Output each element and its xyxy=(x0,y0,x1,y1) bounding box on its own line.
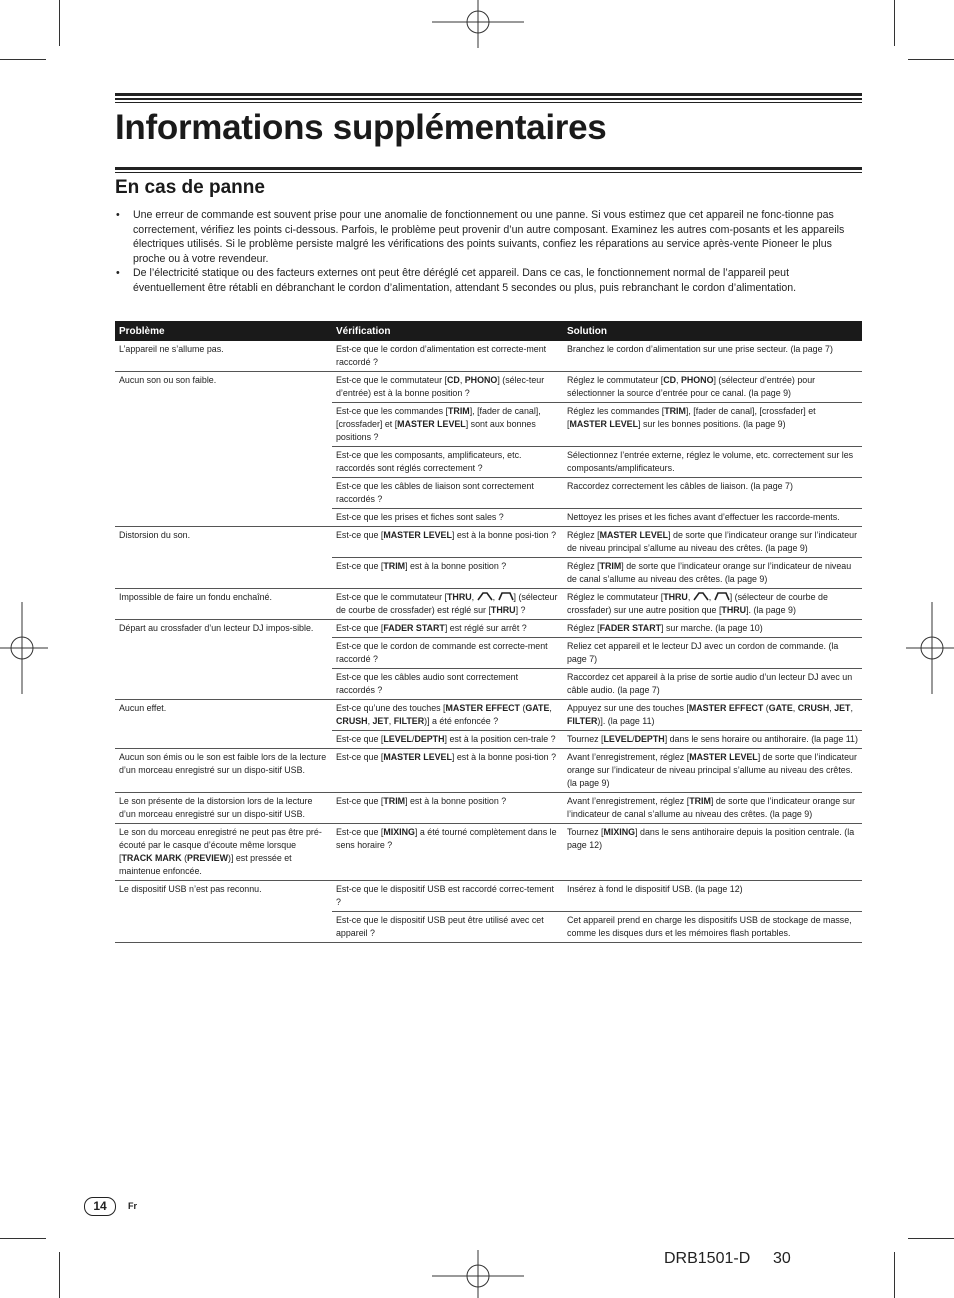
solution-cell: Réglez le commutateur [CD, PHONO] (sélecteur d’entrée) pour sélectionner la source d’entrée pour ce canal. (la page 9) xyxy=(563,372,862,403)
problem-cell: Le son du morceau enregistré ne peut pas être pré-écouté par le casque d’écoute même lorsque [TRACK MARK (PREVIEW)] est pressée et maintenue enfoncée. xyxy=(115,824,332,881)
check-cell: Est-ce que [TRIM] est à la bonne position ? xyxy=(332,558,563,589)
solution-cell: Appuyez sur une des touches [MASTER EFFECT (GATE, CRUSH, JET, FILTER)]. (la page 11) xyxy=(563,700,862,731)
check-cell: Est-ce que le commutateur [CD, PHONO] (sélec-teur d’entrée) est à la bonne position ? xyxy=(332,372,563,403)
solution-cell: Réglez les commandes [TRIM], [fader de canal], [crossfader] et [MASTER LEVEL] sur les bonnes positions. (la page 9) xyxy=(563,403,862,447)
problem-cell: Aucun effet. xyxy=(115,700,332,749)
solution-cell: Reliez cet appareil et le lecteur DJ avec un cordon de commande. (la page 7) xyxy=(563,638,862,669)
registration-mark-icon xyxy=(432,0,524,48)
check-cell: Est-ce que [LEVEL/DEPTH] est à la position cen-trale ? xyxy=(332,731,563,749)
problem-cell: L’appareil ne s’allume pas. xyxy=(115,341,332,372)
check-cell: Est-ce que le commutateur [THRU, , ] (sélecteur de courbe de crossfader) est réglé sur [THRU] ? xyxy=(332,589,563,620)
column-header-solution: Solution xyxy=(563,321,862,341)
troubleshooting-table xyxy=(115,321,862,943)
table-row xyxy=(115,793,862,824)
solution-cell: Sélectionnez l’entrée externe, réglez le volume, etc. correctement sur les composants/amplificateurs. xyxy=(563,447,862,478)
section-title: En cas de panne xyxy=(115,177,265,198)
crop-mark xyxy=(59,1252,60,1298)
language-label: Fr xyxy=(128,1201,137,1211)
check-cell: Est-ce que [MASTER LEVEL] est à la bonne posi-tion ? xyxy=(332,749,563,793)
page-number: 14 xyxy=(84,1197,116,1216)
problem-cell: Aucun son ou son faible. xyxy=(115,372,332,527)
solution-cell: Branchez le cordon d’alimentation sur une prise secteur. (la page 7) xyxy=(563,341,862,372)
table-body xyxy=(115,341,862,943)
check-cell: Est-ce que les prises et fiches sont sales ? xyxy=(332,509,563,527)
solution-cell: Réglez le commutateur [THRU, , ] (sélecteur de courbe de crossfader) sur une autre position que [THRU]. (la page 9) xyxy=(563,589,862,620)
table-row xyxy=(115,589,862,620)
check-cell: Est-ce que les commandes [TRIM], [fader de canal], [crossfader] et [MASTER LEVEL] sont aux bonnes positions ? xyxy=(332,403,563,447)
registration-mark-icon xyxy=(432,1250,524,1298)
column-header-problem: Problème xyxy=(115,321,332,341)
table-row xyxy=(115,341,862,372)
crossfader-curve-icon xyxy=(477,592,493,601)
crop-mark xyxy=(908,59,954,60)
table-row xyxy=(115,700,862,731)
document-code: DRB1501-D xyxy=(664,1250,751,1267)
table-row xyxy=(115,749,862,793)
check-cell: Est-ce que le dispositif USB peut être utilisé avec cet appareil ? xyxy=(332,912,563,943)
check-cell: Est-ce que [MASTER LEVEL] est à la bonne posi-tion ? xyxy=(332,527,563,558)
check-cell: Est-ce que le cordon d’alimentation est correcte-ment raccordé ? xyxy=(332,341,563,372)
table-header-row xyxy=(115,321,862,341)
crossfader-curve-icon xyxy=(714,592,730,601)
solution-cell: Raccordez correctement les câbles de liaison. (la page 7) xyxy=(563,478,862,509)
crop-mark xyxy=(894,1252,895,1298)
solution-cell: Tournez [MIXING] dans le sens antihoraire depuis la position centrale. (la page 12) xyxy=(563,824,862,881)
table-row xyxy=(115,881,862,912)
table-row xyxy=(115,824,862,881)
check-cell: Est-ce qu’une des touches [MASTER EFFECT (GATE, CRUSH, JET, FILTER)] a été enfoncée ? xyxy=(332,700,563,731)
check-cell: Est-ce que [FADER START] est réglé sur arrêt ? xyxy=(332,620,563,638)
crossfader-curve-icon xyxy=(693,592,709,601)
crop-mark xyxy=(894,0,895,46)
header-rule xyxy=(115,93,862,96)
solution-cell: Nettoyez les prises et les fiches avant d’effectuer les raccorde-ments. xyxy=(563,509,862,527)
title-rule xyxy=(115,172,862,173)
intro-item: • Une erreur de commande est souvent prise pour une anomalie de fonctionnement ou une panne. Si vous estimez que cet appareil ne fonc-tionne pas correctement, vérifiez les points ci-dessous. Parfois, le problème peut provenir d’un autre composant. Examinez les autres com-posants et les appareils électriques utilisés. Si le problème persiste malgré les vérifications des points suivants, confiez les réparations au service après-vente Pioneer le plus proche ou à votre revendeur. xyxy=(115,208,847,266)
problem-cell: Impossible de faire un fondu enchaîné. xyxy=(115,589,332,620)
column-header-check: Vérification xyxy=(332,321,563,341)
title-rule xyxy=(115,167,862,170)
check-cell: Est-ce que les câbles de liaison sont correctement raccordés ? xyxy=(332,478,563,509)
header-rule xyxy=(115,98,862,100)
page-title: Informations supplémentaires xyxy=(115,108,607,147)
problem-cell: Aucun son émis ou le son est faible lors de la lecture d’un morceau enregistré sur un dispo-sitif USB. xyxy=(115,749,332,793)
registration-mark-icon xyxy=(0,602,48,694)
check-cell: Est-ce que les composants, amplificateurs, etc. raccordés sont réglés correctement ? xyxy=(332,447,563,478)
problem-cell: Distorsion du son. xyxy=(115,527,332,589)
problem-cell: Le son présente de la distorsion lors de la lecture d’un morceau enregistré sur un dispo-sitif USB. xyxy=(115,793,332,824)
check-cell: Est-ce que le dispositif USB est raccordé correc-tement ? xyxy=(332,881,563,912)
registration-mark-icon xyxy=(906,602,954,694)
solution-cell: Insérez à fond le dispositif USB. (la page 12) xyxy=(563,881,862,912)
solution-cell: Avant l’enregistrement, réglez [TRIM] de sorte que l’indicateur orange sur l’indicateur de canal s’allume au niveau des crêtes. (la page 9) xyxy=(563,793,862,824)
intro-list xyxy=(115,208,847,296)
solution-cell: Tournez [LEVEL/DEPTH] dans le sens horaire ou antihoraire. (la page 11) xyxy=(563,731,862,749)
solution-cell: Cet appareil prend en charge les dispositifs USB de stockage de masse, comme les disques durs et les mémoires flash portables. xyxy=(563,912,862,943)
sheet-number: 30 xyxy=(773,1250,791,1267)
solution-cell: Raccordez cet appareil à la prise de sortie audio d’un lecteur DJ avec un câble audio. (la page 7) xyxy=(563,669,862,700)
crop-mark xyxy=(0,59,46,60)
header-rule xyxy=(115,102,862,103)
intro-item: • De l’électricité statique ou des facteurs externes ont peut être déréglé cet appareil. Dans ce cas, le fonctionnement normal de l’appareil peut éventuellement être rétabli en débranchant le cordon d’alimentation, attendant 5 secondes ou plus, puis rebranchant le cordon d’alimentation. xyxy=(115,266,847,295)
crossfader-curve-icon xyxy=(498,592,514,601)
solution-cell: Réglez [FADER START] sur marche. (la page 10) xyxy=(563,620,862,638)
check-cell: Est-ce que [TRIM] est à la bonne position ? xyxy=(332,793,563,824)
table-row xyxy=(115,372,862,403)
problem-cell: Le dispositif USB n’est pas reconnu. xyxy=(115,881,332,943)
solution-cell: Réglez [MASTER LEVEL] de sorte que l’indicateur orange sur l’indicateur de niveau principal s’allume au niveau des crêtes. (la page 9) xyxy=(563,527,862,558)
table-row xyxy=(115,620,862,638)
solution-cell: Réglez [TRIM] de sorte que l’indicateur orange sur l’indicateur de niveau de canal s’allume au niveau des crêtes. (la page 9) xyxy=(563,558,862,589)
crop-mark xyxy=(0,1238,46,1239)
crop-mark xyxy=(59,0,60,46)
solution-cell: Avant l’enregistrement, réglez [MASTER LEVEL] de sorte que l’indicateur orange sur l’indicateur de niveau principal s’allume au niveau des crêtes. (la page 9) xyxy=(563,749,862,793)
problem-cell: Départ au crossfader d’un lecteur DJ impos-sible. xyxy=(115,620,332,700)
check-cell: Est-ce que [MIXING] a été tourné complètement dans le sens horaire ? xyxy=(332,824,563,881)
crop-mark xyxy=(908,1238,954,1239)
check-cell: Est-ce que les câbles audio sont correctement raccordés ? xyxy=(332,669,563,700)
check-cell: Est-ce que le cordon de commande est correcte-ment raccordé ? xyxy=(332,638,563,669)
table-row xyxy=(115,527,862,558)
